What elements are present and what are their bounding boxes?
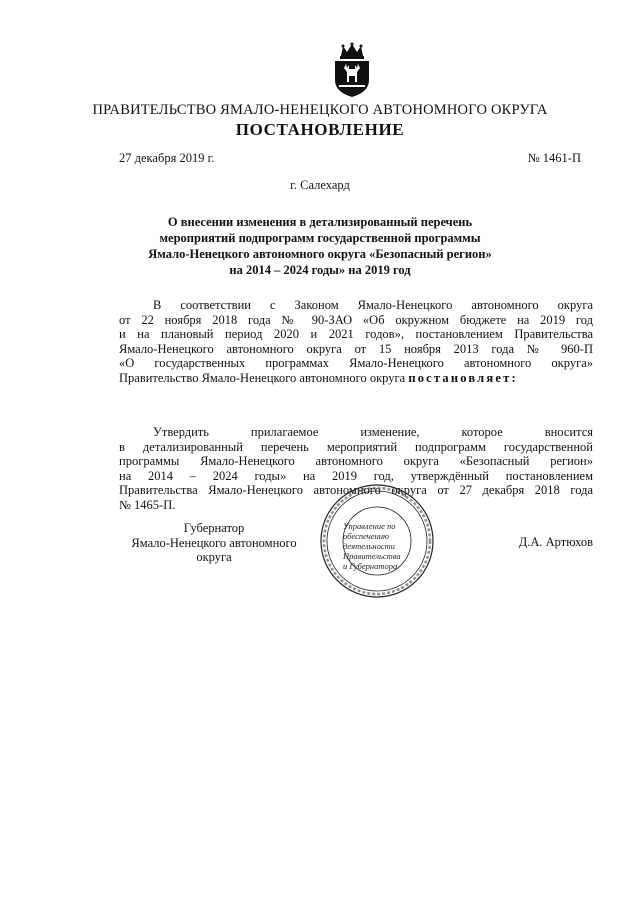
paragraph-line: и на плановый период 2020 и 2021 годов», постановлением Правительства bbox=[119, 327, 593, 342]
stamp-line: обеспечению bbox=[343, 531, 390, 541]
document-date: 27 декабря 2019 г. bbox=[119, 151, 215, 165]
stamp-line: деятельности bbox=[343, 541, 396, 551]
title-line: Ямало-Ненецкого автономного округа «Безопасный регион» bbox=[148, 247, 492, 261]
stamp-text bbox=[343, 521, 423, 571]
paragraph-line-text: Правительство Ямало-Ненецкого автономного округа bbox=[119, 370, 406, 385]
paragraph-line: В соответствии с Законом Ямало-Ненецкого автономного округа bbox=[153, 298, 593, 312]
signatory-name: Д.А. Артюхов bbox=[518, 535, 593, 549]
paragraph-line: «О государственных программах Ямало-Ненецкого автономного округа» bbox=[119, 356, 593, 371]
title-line: мероприятий подпрограмм государственной программы bbox=[159, 231, 481, 245]
paragraph-line: от 22 ноября 2018 года № 90-ЗАО «Об окружном бюджете на 2019 год bbox=[119, 312, 593, 327]
coat-of-arms-emblem bbox=[331, 42, 373, 98]
paragraph-line: Утвердить прилагаемое изменение, которое вносится bbox=[153, 425, 593, 439]
role-line: Губернатор bbox=[183, 521, 245, 535]
role-line: Ямало-Ненецкого автономного округа bbox=[131, 535, 297, 565]
paragraph-line bbox=[119, 371, 593, 386]
paragraph-line: № 1465-П. bbox=[119, 497, 176, 512]
paragraph-line: на 2014 – 2024 годы» на 2019 год, утверждённый постановлением bbox=[119, 468, 593, 483]
title-line: на 2014 – 2024 годы» на 2019 год bbox=[229, 263, 411, 277]
document-type: ПОСТАНОВЛЕНИЕ bbox=[235, 120, 405, 139]
document-title bbox=[100, 214, 540, 278]
paragraph-line: Ямало-Ненецкого автономного округа от 15 ноября 2013 года № 960-П bbox=[119, 341, 593, 356]
preamble-paragraph bbox=[119, 298, 593, 386]
stamp-line: и Губернатора bbox=[343, 561, 398, 571]
paragraph-line: Правительства Ямало-Ненецкого автономного округа от 27 декабря 2018 года bbox=[119, 483, 593, 498]
document-city: г. Салехард bbox=[290, 178, 350, 192]
paragraph-line: программы Ямало-Ненецкого автономного округа «Безопасный регион» bbox=[119, 454, 593, 469]
signatory-role bbox=[119, 521, 309, 565]
title-line: О внесении изменения в детализированный перечень bbox=[167, 215, 473, 229]
stamp-line: Управление по bbox=[343, 521, 396, 531]
paragraph-line: в детализированный перечень мероприятий подпрограмм государственной bbox=[119, 439, 593, 454]
stamp-line: Правительства bbox=[343, 551, 401, 561]
document-number: № 1461-П bbox=[527, 151, 581, 165]
government-name: ПРАВИТЕЛЬСТВО ЯМАЛО-НЕНЕЦКОГО АВТОНОМНОГО ОКРУГА bbox=[92, 102, 548, 118]
decision-word: постановляет: bbox=[408, 370, 518, 385]
